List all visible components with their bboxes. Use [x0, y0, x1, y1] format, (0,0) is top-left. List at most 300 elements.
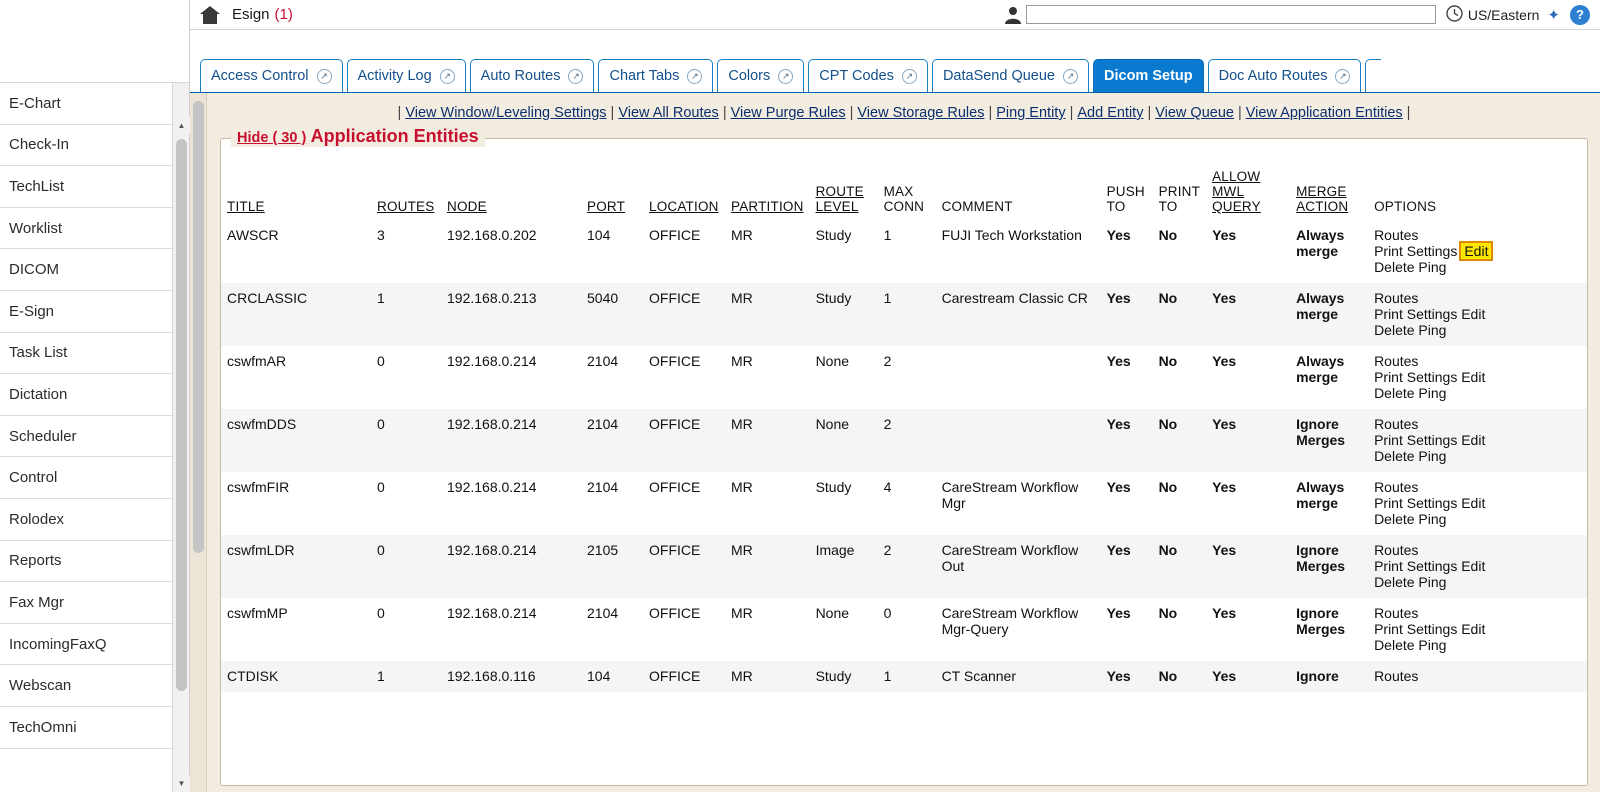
- open-external-icon[interactable]: ↗: [568, 69, 583, 84]
- main-content: [190, 93, 1600, 792]
- application-entities-panel: [220, 126, 1588, 786]
- link-view-application-entities[interactable]: View Application Entities: [1245, 105, 1403, 121]
- cell-mwl-query: [1206, 535, 1290, 598]
- column-header-location[interactable]: [643, 165, 725, 220]
- column-header-print-to: [1153, 165, 1207, 220]
- cell-node: [441, 535, 581, 598]
- header-line: PARTITION: [731, 199, 804, 214]
- cell-value: 0: [377, 605, 385, 621]
- tab-colors[interactable]: [717, 59, 804, 92]
- cell-push-to: [1101, 346, 1153, 409]
- cell-value: Yes: [1106, 416, 1131, 432]
- sidebar-item-control[interactable]: [0, 457, 189, 499]
- scroll-up-icon[interactable]: ▲: [173, 117, 190, 134]
- header-line: LOCATION: [649, 199, 719, 214]
- cell-location: [643, 472, 725, 535]
- cell-value: 192.168.0.202: [447, 227, 537, 243]
- cell-port: [581, 409, 643, 472]
- sidebar-scrollbar[interactable]: [172, 83, 189, 792]
- cell-value: 0: [377, 542, 385, 558]
- cell-routes: [371, 409, 441, 472]
- cell-value: Yes: [1212, 416, 1237, 432]
- column-header-node[interactable]: [441, 165, 581, 220]
- cell-value: CRCLASSIC: [227, 290, 308, 306]
- cell-value: 2: [883, 353, 892, 369]
- sidebar-item-webscan[interactable]: [0, 665, 189, 707]
- sidebar-item-label: Dictation: [9, 385, 68, 403]
- header-line: PORT: [587, 199, 626, 214]
- cell-route-level: [810, 220, 878, 283]
- tab-activity-log[interactable]: [347, 59, 466, 92]
- tab-cpt-codes[interactable]: [808, 59, 928, 92]
- link-view-storage-rules[interactable]: View Storage Rules: [857, 105, 985, 121]
- cell-value: 4: [883, 479, 892, 495]
- cell-mwl-query: [1206, 409, 1290, 472]
- option-print-settings-label: Print Settings Edit: [1374, 432, 1486, 448]
- cell-print-to: [1153, 661, 1207, 692]
- cell-options[interactable]: [1368, 661, 1587, 692]
- sidebar-item-techlist[interactable]: [0, 166, 189, 208]
- cell-route-level: [810, 661, 878, 692]
- cell-value: Yes: [1106, 668, 1131, 684]
- cell-comment: [936, 535, 1101, 598]
- cell-node: [441, 472, 581, 535]
- cell-route-level: [810, 598, 878, 661]
- option-print-settings-link[interactable]: [1374, 495, 1581, 511]
- person-icon[interactable]: [1000, 6, 1026, 24]
- cell-value: MR: [731, 605, 753, 621]
- help-icon[interactable]: [1570, 5, 1590, 25]
- sidebar-item-techomni[interactable]: [0, 707, 189, 749]
- option-routes-link[interactable]: Routes: [1374, 605, 1419, 621]
- timezone-display: [1446, 5, 1540, 25]
- sidebar-item-label: Control: [9, 469, 58, 487]
- sidebar-item-scheduler[interactable]: [0, 416, 189, 458]
- cell-value: No: [1158, 479, 1178, 495]
- cell-value: Yes: [1212, 542, 1237, 558]
- sidebar-item-label: E-Chart: [9, 94, 61, 112]
- table-body: [221, 220, 1587, 692]
- cell-value: None: [815, 353, 850, 369]
- link-view-all-routes[interactable]: View All Routes: [618, 105, 719, 121]
- cell-value: Yes: [1212, 605, 1237, 621]
- table-row[interactable]: [221, 661, 1587, 692]
- cell-port: [581, 472, 643, 535]
- table-row[interactable]: [221, 409, 1587, 472]
- cell-value: 0: [377, 479, 385, 495]
- option-print-settings-label: Print Settings Edit: [1374, 495, 1486, 511]
- tab-access-control[interactable]: [200, 59, 343, 92]
- option-routes-link[interactable]: Routes: [1374, 290, 1419, 306]
- magic-wand-icon[interactable]: ✦: [1547, 6, 1560, 24]
- cell-route-level: [810, 346, 878, 409]
- cell-value: CareStream Workflow Mgr: [941, 479, 1079, 511]
- sidebar-item-dictation[interactable]: [0, 374, 189, 416]
- tab-datasend-queue[interactable]: [932, 59, 1089, 92]
- cell-route-level: [810, 535, 878, 598]
- cell-value: 2105: [587, 542, 619, 558]
- cell-route-level: [810, 409, 878, 472]
- option-delete-ping-link[interactable]: Delete Ping: [1374, 637, 1447, 653]
- cell-value: 2104: [587, 416, 619, 432]
- sidebar-item-incomingfaxq[interactable]: [0, 624, 189, 666]
- tab-partial-d[interactable]: [1365, 59, 1381, 92]
- home-icon[interactable]: [190, 0, 230, 30]
- cell-location: [643, 598, 725, 661]
- cell-merge-action: [1290, 598, 1368, 661]
- tab-label: Activity Log: [357, 68, 432, 84]
- cell-value: Study: [815, 290, 852, 306]
- table-row[interactable]: [221, 346, 1587, 409]
- option-delete-ping-link[interactable]: Delete Ping: [1374, 322, 1447, 338]
- cell-node: [441, 346, 581, 409]
- cell-title: [221, 661, 371, 692]
- cell-max-conn: [878, 661, 936, 692]
- column-header-route-level[interactable]: [810, 165, 878, 220]
- header-line: MAX: [883, 184, 914, 199]
- cell-value: 3: [377, 227, 385, 243]
- open-external-icon[interactable]: ↗: [1063, 69, 1078, 84]
- sidebar-item-check-in[interactable]: [0, 125, 189, 167]
- cell-mwl-query: [1206, 598, 1290, 661]
- cell-route-level: [810, 472, 878, 535]
- cell-port: [581, 283, 643, 346]
- option-routes-link[interactable]: Routes: [1374, 416, 1419, 432]
- cell-route-level: [810, 283, 878, 346]
- cell-merge-action: [1290, 661, 1368, 692]
- cell-max-conn: [878, 220, 936, 283]
- option-edit-link[interactable]: Edit: [1459, 241, 1493, 261]
- option-routes-link[interactable]: Routes: [1374, 353, 1419, 369]
- header-line: PUSH: [1106, 184, 1145, 199]
- cell-partition: [725, 220, 810, 283]
- cell-value: Yes: [1212, 227, 1237, 243]
- tab-dicom-setup[interactable]: [1093, 59, 1204, 92]
- table-row[interactable]: [221, 220, 1587, 283]
- action-link-bar: | View Window/Leveling Settings | View All Routes | View Purge Rules | View Storage Rules | Ping Entity | Add Entity | View Queue | View Application Entities |: [208, 102, 1600, 132]
- cell-value: 192.168.0.214: [447, 542, 537, 558]
- cell-comment: [936, 220, 1101, 283]
- cell-node: [441, 598, 581, 661]
- open-external-icon[interactable]: ↗: [1335, 69, 1350, 84]
- table-row[interactable]: [221, 535, 1587, 598]
- cell-value: cswfmAR: [227, 353, 287, 369]
- cell-max-conn: [878, 598, 936, 661]
- column-header-allow-mwl-query[interactable]: [1206, 165, 1290, 220]
- cell-merge-action: [1290, 472, 1368, 535]
- cell-value: CareStream Workflow Out: [941, 542, 1079, 574]
- cell-push-to: [1101, 598, 1153, 661]
- cell-mwl-query: [1206, 283, 1290, 346]
- cell-max-conn: [878, 283, 936, 346]
- cell-value: 2104: [587, 479, 619, 495]
- column-header-routes[interactable]: [371, 165, 441, 220]
- cell-node: [441, 661, 581, 692]
- sidebar-item-dicom[interactable]: [0, 249, 189, 291]
- cell-partition: [725, 472, 810, 535]
- cell-value: 1: [883, 227, 892, 243]
- cell-comment: [936, 661, 1101, 692]
- option-routes-link[interactable]: Routes: [1374, 668, 1419, 684]
- sidebar-item-rolodex[interactable]: [0, 499, 189, 541]
- option-routes-link[interactable]: Routes: [1374, 542, 1419, 558]
- cell-value: AWSCR: [227, 227, 279, 243]
- cell-value: CTDISK: [227, 668, 279, 684]
- sidebar-item-task-list[interactable]: [0, 333, 189, 375]
- cell-routes: [371, 661, 441, 692]
- column-header-comment: [936, 165, 1101, 220]
- cell-value: 0: [377, 353, 385, 369]
- scroll-down-icon[interactable]: ▼: [173, 775, 190, 792]
- option-delete-ping-link[interactable]: Delete Ping: [1374, 511, 1447, 527]
- option-print-settings-link[interactable]: [1374, 306, 1581, 322]
- cell-value: 104: [587, 668, 611, 684]
- cell-value: Ignore Merges: [1296, 542, 1346, 574]
- cell-location: [643, 346, 725, 409]
- cell-port: [581, 661, 643, 692]
- cell-comment: [936, 409, 1101, 472]
- column-header-title[interactable]: [221, 165, 371, 220]
- cell-location: [643, 283, 725, 346]
- column-header-port[interactable]: [581, 165, 643, 220]
- sidebar-nav-list: [0, 83, 189, 749]
- cell-location: [643, 661, 725, 692]
- cell-node: [441, 220, 581, 283]
- cell-title: [221, 220, 371, 283]
- cell-mwl-query: [1206, 472, 1290, 535]
- tab-label: Dicom Setup: [1104, 68, 1193, 84]
- sidebar-item-e-sign[interactable]: [0, 291, 189, 333]
- cell-port: [581, 220, 643, 283]
- sidebar-item-label: TechList: [9, 177, 65, 195]
- cell-value: No: [1158, 668, 1178, 684]
- tab-label: Access Control: [211, 68, 309, 84]
- left-sidebar: [0, 0, 190, 792]
- cell-value: 0: [883, 605, 892, 621]
- column-header-max-conn: [878, 165, 936, 220]
- sidebar-scroll-thumb[interactable]: [176, 139, 187, 691]
- cell-max-conn: [878, 346, 936, 409]
- cell-value: cswfmDDS: [227, 416, 297, 432]
- cell-comment: [936, 472, 1101, 535]
- tab-label: Chart Tabs: [609, 68, 680, 84]
- cell-value: Study: [815, 479, 852, 495]
- option-delete-ping-link[interactable]: Delete Ping: [1374, 448, 1447, 464]
- hide-toggle-link[interactable]: Hide ( 30 ): [237, 130, 307, 146]
- column-header-push-to: [1101, 165, 1153, 220]
- header-line: TITLE: [227, 199, 265, 214]
- sidebar-item-label: Fax Mgr: [9, 593, 65, 611]
- open-external-icon[interactable]: ↗: [440, 69, 455, 84]
- cell-value: Yes: [1106, 542, 1131, 558]
- search-input[interactable]: [1026, 5, 1436, 24]
- column-header-partition[interactable]: [725, 165, 810, 220]
- header-line: MWL: [1212, 184, 1245, 199]
- cell-push-to: [1101, 472, 1153, 535]
- cell-value: MR: [731, 479, 753, 495]
- cell-value: MR: [731, 416, 753, 432]
- header-line: NODE: [447, 199, 487, 214]
- cell-location: [643, 220, 725, 283]
- cell-options[interactable]: [1368, 283, 1587, 346]
- cell-value: OFFICE: [649, 227, 701, 243]
- sidebar-item-label: Webscan: [9, 677, 72, 695]
- cell-title: [221, 472, 371, 535]
- cell-print-to: [1153, 472, 1207, 535]
- column-header-options: [1368, 165, 1587, 220]
- sidebar-item-fax-mgr[interactable]: [0, 582, 189, 624]
- open-external-icon[interactable]: ↗: [317, 69, 332, 84]
- header-line: TO: [1158, 199, 1178, 214]
- header-line: TO: [1106, 199, 1126, 214]
- cell-push-to: [1101, 220, 1153, 283]
- cell-value: Yes: [1106, 479, 1131, 495]
- cell-print-to: [1153, 346, 1207, 409]
- cell-print-to: [1153, 283, 1207, 346]
- cell-options[interactable]: [1368, 598, 1587, 661]
- cell-value: OFFICE: [649, 416, 701, 432]
- cell-port: [581, 598, 643, 661]
- table-row[interactable]: [221, 283, 1587, 346]
- cell-value: Yes: [1212, 479, 1237, 495]
- option-print-settings-label: Print Settings Edit: [1374, 621, 1486, 637]
- tab-label: DataSend Queue: [942, 68, 1055, 84]
- cell-routes: [371, 220, 441, 283]
- sidebar-item-label: E-Sign: [9, 302, 55, 320]
- link-separator: |: [988, 105, 993, 121]
- tab-label: Auto Routes: [480, 68, 561, 84]
- sidebar-item-label: IncomingFaxQ: [9, 635, 107, 653]
- option-delete-ping-link[interactable]: Delete Ping: [1374, 574, 1447, 590]
- cell-value: CareStream Workflow Mgr-Query: [941, 605, 1079, 637]
- link-separator: |: [1147, 105, 1152, 121]
- tab-chart-tabs[interactable]: [598, 59, 713, 92]
- option-delete-ping-link[interactable]: Delete Ping: [1374, 385, 1447, 401]
- cell-options[interactable]: [1368, 472, 1587, 535]
- cell-options[interactable]: [1368, 220, 1587, 283]
- cell-value: cswfmFIR: [227, 479, 290, 495]
- cell-merge-action: [1290, 283, 1368, 346]
- cell-comment: [936, 283, 1101, 346]
- cell-value: Yes: [1106, 227, 1131, 243]
- cell-title: [221, 409, 371, 472]
- option-routes-link[interactable]: Routes: [1374, 479, 1419, 495]
- option-routes-link[interactable]: Routes: [1374, 227, 1419, 243]
- cell-value: MR: [731, 290, 753, 306]
- tab-label: Doc Auto Routes: [1218, 68, 1328, 84]
- option-print-settings-link[interactable]: [1374, 432, 1581, 448]
- header-line: CONN: [883, 199, 925, 214]
- option-print-settings-link[interactable]: [1374, 243, 1581, 259]
- cell-value: None: [815, 605, 850, 621]
- table-row[interactable]: [221, 598, 1587, 661]
- cell-partition: [725, 346, 810, 409]
- cell-merge-action: [1290, 220, 1368, 283]
- cell-value: Yes: [1106, 290, 1131, 306]
- cell-value: 5040: [587, 290, 619, 306]
- cell-partition: [725, 661, 810, 692]
- option-print-settings-link[interactable]: [1374, 621, 1581, 637]
- table-row[interactable]: [221, 472, 1587, 535]
- cell-options[interactable]: [1368, 535, 1587, 598]
- header-line: ROUTE: [815, 184, 864, 199]
- cell-value: Always merge: [1296, 227, 1345, 259]
- sidebar-item-label: Rolodex: [9, 510, 65, 528]
- cell-value: Yes: [1212, 353, 1237, 369]
- cell-value: 192.168.0.214: [447, 479, 537, 495]
- content-scroll-thumb[interactable]: [193, 101, 204, 553]
- option-print-settings-label: Print Settings Edit: [1374, 558, 1486, 574]
- tab-auto-routes[interactable]: [470, 59, 595, 92]
- sidebar-item-e-chart[interactable]: [0, 83, 189, 125]
- open-external-icon[interactable]: ↗: [778, 69, 793, 84]
- cell-merge-action: [1290, 535, 1368, 598]
- cell-routes: [371, 283, 441, 346]
- cell-options[interactable]: [1368, 409, 1587, 472]
- content-scrollbar[interactable]: [190, 93, 207, 792]
- cell-value: No: [1158, 416, 1178, 432]
- link-separator: |: [1069, 105, 1074, 121]
- cell-value: MR: [731, 542, 753, 558]
- option-print-settings-link[interactable]: [1374, 558, 1581, 574]
- link-add-entity[interactable]: Add Entity: [1077, 105, 1144, 121]
- tab-bar: [190, 31, 1600, 93]
- cell-push-to: [1101, 409, 1153, 472]
- sidebar-item-label: Worklist: [9, 219, 63, 237]
- tab-doc-auto-routes[interactable]: [1208, 59, 1362, 92]
- cell-port: [581, 535, 643, 598]
- link-ping-entity[interactable]: Ping Entity: [996, 105, 1066, 121]
- cell-value: OFFICE: [649, 542, 701, 558]
- sidebar-item-worklist[interactable]: [0, 208, 189, 250]
- cell-value: OFFICE: [649, 290, 701, 306]
- link-separator: |: [849, 105, 854, 121]
- cell-partition: [725, 535, 810, 598]
- link-view-window-leveling-settings[interactable]: View Window/Leveling Settings: [405, 105, 607, 121]
- cell-value: OFFICE: [649, 479, 701, 495]
- top-bar: [190, 0, 1600, 30]
- cell-value: cswfmMP: [227, 605, 288, 621]
- cell-options[interactable]: [1368, 346, 1587, 409]
- link-view-purge-rules[interactable]: View Purge Rules: [730, 105, 846, 121]
- cell-value: 0: [377, 416, 385, 432]
- column-header-merge-action[interactable]: [1290, 165, 1368, 220]
- cell-title: [221, 346, 371, 409]
- cell-value: cswfmLDR: [227, 542, 295, 558]
- sidebar-item-label: Reports: [9, 552, 62, 570]
- link-view-queue[interactable]: View Queue: [1155, 105, 1234, 121]
- open-external-icon[interactable]: ↗: [687, 69, 702, 84]
- cell-comment: [936, 598, 1101, 661]
- cell-value: 1: [377, 290, 385, 306]
- cell-value: 2104: [587, 353, 619, 369]
- cell-print-to: [1153, 535, 1207, 598]
- sidebar-item-reports[interactable]: [0, 541, 189, 583]
- cell-routes: [371, 535, 441, 598]
- open-external-icon[interactable]: ↗: [902, 69, 917, 84]
- option-delete-ping-link[interactable]: Delete Ping: [1374, 259, 1447, 275]
- option-print-settings-link[interactable]: [1374, 369, 1581, 385]
- cell-value: Ignore Merges: [1296, 416, 1346, 448]
- clock-icon: [1446, 5, 1463, 25]
- cell-value: 192.168.0.116: [447, 668, 536, 684]
- cell-push-to: [1101, 283, 1153, 346]
- cell-mwl-query: [1206, 346, 1290, 409]
- help-label: ?: [1576, 7, 1584, 22]
- cell-comment: [936, 346, 1101, 409]
- cell-value: Always merge: [1296, 353, 1345, 385]
- sidebar-header: [0, 0, 189, 83]
